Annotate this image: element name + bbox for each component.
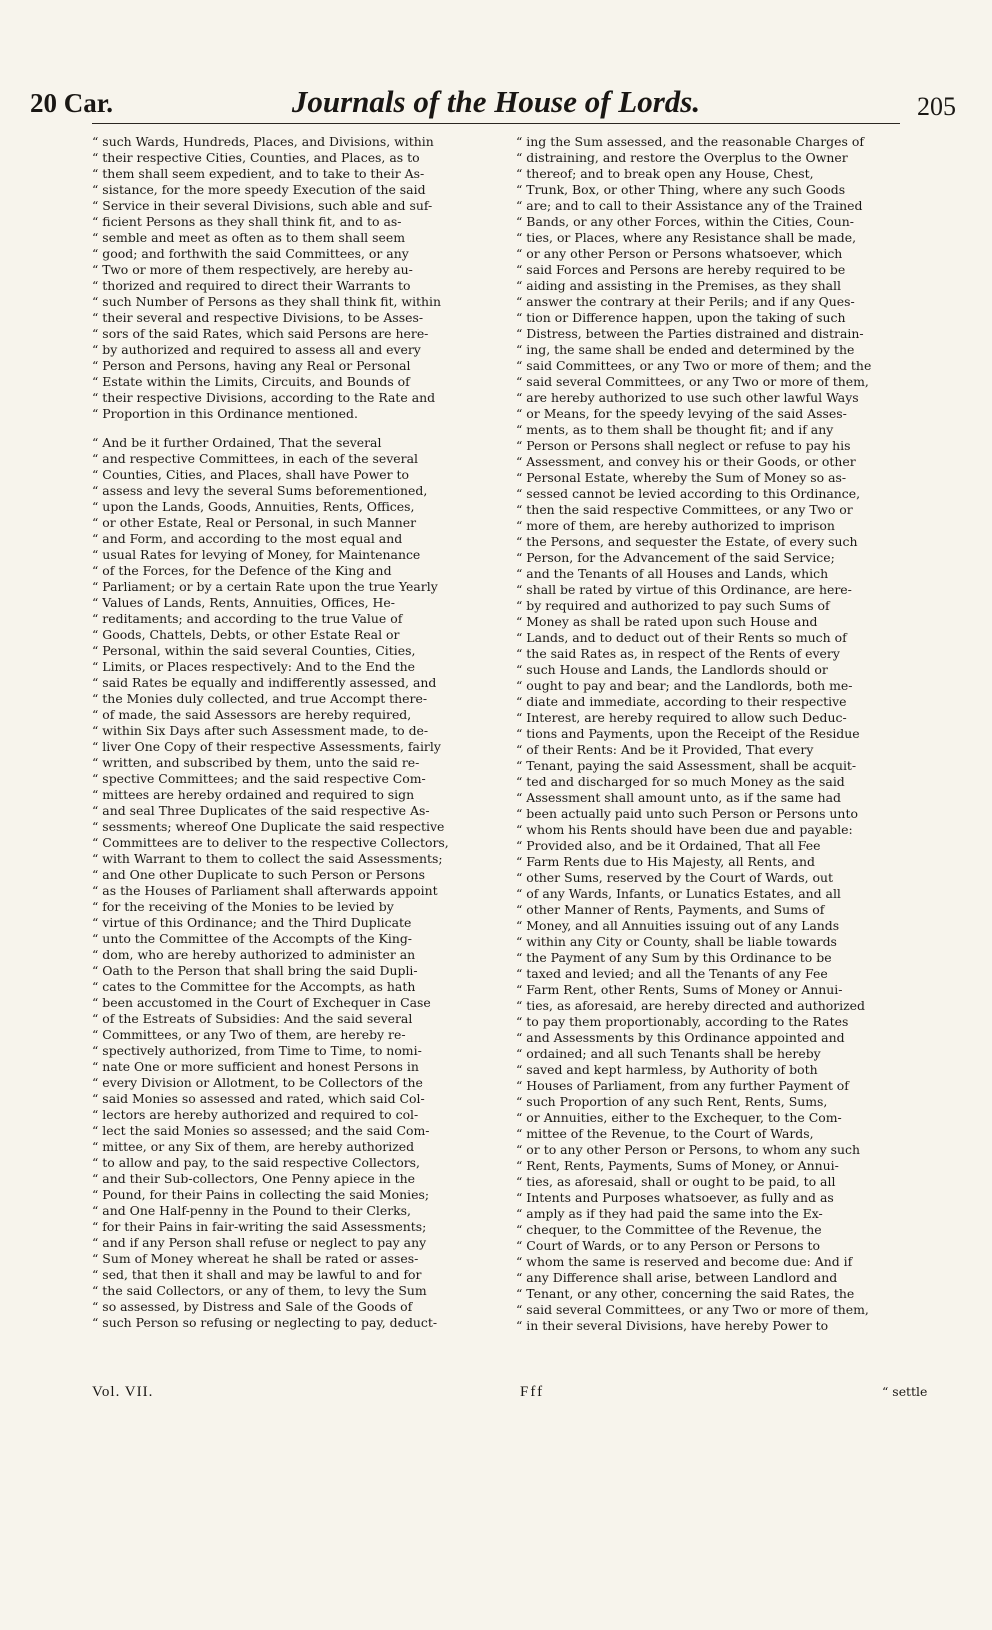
text-line: “ mittee of the Revenue, to the Court of Wards, bbox=[516, 1126, 814, 1141]
text-line: “ chequer, to the Committee of the Revenue, the bbox=[516, 1222, 822, 1237]
text-line: “ Court of Wards, or to any Person or Persons to bbox=[516, 1238, 820, 1253]
text-line: “ Houses of Parliament, from any further Payment of bbox=[516, 1078, 849, 1093]
text-line: “ other Sums, reserved by the Court of Wards, out bbox=[516, 870, 834, 885]
text-line: “ such Proportion of any such Rent, Rents, Sums, bbox=[516, 1094, 828, 1109]
text-line: “ ted and discharged for so much Money as the said bbox=[516, 774, 845, 789]
text-line: “ diate and immediate, according to their respective bbox=[516, 694, 847, 709]
text-line: “ Two or more of them respectively, are hereby au- bbox=[92, 262, 413, 277]
text-line: “ said Committees, or any Two or more of them; and the bbox=[516, 358, 872, 373]
text-line: “ Parliament; or by a certain Rate upon the true Yearly bbox=[92, 579, 438, 594]
text-line: “ Money as shall be rated upon such House and bbox=[516, 614, 818, 629]
text-line: “ and Assessments by this Ordinance appointed and bbox=[516, 1030, 845, 1045]
text-line: “ distraining, and restore the Overplus to the Owner bbox=[516, 150, 848, 165]
text-line: “ the Monies duly collected, and true Accompt there- bbox=[92, 691, 428, 706]
text-line: “ such Person so refusing or neglecting to pay, deduct- bbox=[92, 1315, 438, 1330]
text-line: “ more of them, are hereby authorized to imprison bbox=[516, 518, 835, 533]
text-line: “ for their Pains in fair-writing the said Assessments; bbox=[92, 1219, 427, 1234]
right-text-column bbox=[516, 134, 920, 1334]
text-line: “ sessed cannot be levied according to this Ordinance, bbox=[516, 486, 861, 501]
text-line: “ ought to pay and bear; and the Landlords, both me- bbox=[516, 678, 853, 693]
text-line: “ spectively authorized, from Time to Time, to nomi- bbox=[92, 1043, 422, 1058]
text-line: “ whom the same is reserved and become due: And if bbox=[516, 1254, 853, 1269]
text-line: “ been actually paid unto such Person or Persons unto bbox=[516, 806, 858, 821]
text-line: “ sessments; whereof One Duplicate the said respective bbox=[92, 819, 445, 834]
text-line: “ semble and meet as often as to them shall seem bbox=[92, 230, 405, 245]
text-line: “ or Means, for the speedy levying of the said Asses- bbox=[516, 406, 847, 421]
catchword: “ settle bbox=[882, 1384, 928, 1399]
text-line: “ Goods, Chattels, Debts, or other Estate Real or bbox=[92, 627, 400, 642]
text-line: “ Personal, within the said several Counties, Cities, bbox=[92, 643, 416, 658]
text-line: “ Tenant, or any other, concerning the said Rates, the bbox=[516, 1286, 855, 1301]
text-line: “ reditaments; and according to the true Value of bbox=[92, 611, 403, 626]
signature-mark: Fff bbox=[520, 1384, 545, 1400]
text-line: “ Personal Estate, whereby the Sum of Money so as- bbox=[516, 470, 847, 485]
text-line: “ are; and to call to their Assistance any of the Trained bbox=[516, 198, 863, 213]
text-line: “ by required and authorized to pay such Sums of bbox=[516, 598, 830, 613]
text-line: “ or other Estate, Real or Personal, in such Manner bbox=[92, 515, 417, 530]
text-line: “ Pound, for their Pains in collecting the said Monies; bbox=[92, 1187, 430, 1202]
text-line: “ Person and Persons, having any Real or Personal bbox=[92, 358, 411, 373]
text-line: “ Lands, and to deduct out of their Rents so much of bbox=[516, 630, 847, 645]
text-line: “ ing the Sum assessed, and the reasonable Charges of bbox=[516, 134, 864, 149]
text-line: “ whom his Rents should have been due and payable: bbox=[516, 822, 853, 837]
text-line: “ sed, that then it shall and may be lawful to and for bbox=[92, 1267, 422, 1282]
text-line: “ Distress, between the Parties distrained and distrain- bbox=[516, 326, 864, 341]
text-line: “ thorized and required to direct their Warrants to bbox=[92, 278, 411, 293]
text-line: “ Assessment shall amount unto, as if the same had bbox=[516, 790, 842, 805]
text-line: “ and if any Person shall refuse or neglect to pay any bbox=[92, 1235, 427, 1250]
text-line: “ usual Rates for levying of Money, for Maintenance bbox=[92, 547, 421, 562]
text-line: “ and their Sub-collectors, One Penny apiece in the bbox=[92, 1171, 416, 1186]
text-line: “ upon the Lands, Goods, Annuities, Rents, Offices, bbox=[92, 499, 415, 514]
text-line: “ dom, who are hereby authorized to administer an bbox=[92, 947, 416, 962]
text-line: “ shall be rated by virtue of this Ordinance, are here- bbox=[516, 582, 852, 597]
text-line: “ Committees, or any Two of them, are hereby re- bbox=[92, 1027, 406, 1042]
text-line: “ sors of the said Rates, which said Persons are here- bbox=[92, 326, 429, 341]
text-line: “ Farm Rents due to His Majesty, all Rents, and bbox=[516, 854, 815, 869]
text-line: “ ordained; and all such Tenants shall be hereby bbox=[516, 1046, 821, 1061]
text-line: “ other Manner of Rents, Payments, and Sums of bbox=[516, 902, 825, 917]
text-line: “ thereof; and to break open any House, Chest, bbox=[516, 166, 814, 181]
text-line: “ said Forces and Persons are hereby required to be bbox=[516, 262, 846, 277]
text-line: “ said Rates be equally and indifferently assessed, and bbox=[92, 675, 437, 690]
text-line: “ the said Rates as, in respect of the Rents of every bbox=[516, 646, 840, 661]
text-line: “ Money, and all Annuities issuing out of any Lands bbox=[516, 918, 840, 933]
text-line: “ Person or Persons shall neglect or refuse to pay his bbox=[516, 438, 851, 453]
text-line: “ nate One or more sufficient and honest Persons in bbox=[92, 1059, 419, 1074]
text-line: “ within Six Days after such Assessment made, to de- bbox=[92, 723, 429, 738]
text-line: “ and seal Three Duplicates of the said respective As- bbox=[92, 803, 430, 818]
text-line: “ Limits, or Places respectively: And to the End the bbox=[92, 659, 415, 674]
text-line: “ cates to the Committee for the Accompts, as hath bbox=[92, 979, 416, 994]
text-line: “ Counties, Cities, and Places, shall have Power to bbox=[92, 467, 410, 482]
text-line: “ answer the contrary at their Perils; and if any Ques- bbox=[516, 294, 855, 309]
text-line: “ Sum of Money whereat he shall be rated or asses- bbox=[92, 1251, 419, 1266]
text-line: “ lectors are hereby authorized and required to col- bbox=[92, 1107, 419, 1122]
text-line: “ of the Estreats of Subsidies: And the said several bbox=[92, 1011, 413, 1026]
text-line: “ ties, or Places, where any Resistance shall be made, bbox=[516, 230, 857, 245]
text-line: “ in their several Divisions, have hereby Power to bbox=[516, 1318, 829, 1333]
text-line: “ to allow and pay, to the said respective Collectors, bbox=[92, 1155, 421, 1170]
text-line: “ every Division or Allotment, to be Collectors of the bbox=[92, 1075, 423, 1090]
text-line: “ sistance, for the more speedy Execution of the said bbox=[92, 182, 426, 197]
text-line: “ any Difference shall arise, between Landlord and bbox=[516, 1270, 838, 1285]
text-line: “ And be it further Ordained, That the several bbox=[92, 435, 382, 450]
text-line: “ of their Rents: And be it Provided, That every bbox=[516, 742, 814, 757]
text-line: “ to pay them proportionably, according to the Rates bbox=[516, 1014, 849, 1029]
text-line: “ such House and Lands, the Landlords should or bbox=[516, 662, 828, 677]
text-line: “ assess and levy the several Sums beforementioned, bbox=[92, 483, 428, 498]
text-line: “ of the Forces, for the Defence of the King and bbox=[92, 563, 392, 578]
text-line: “ Assessment, and convey his or their Goods, or other bbox=[516, 454, 856, 469]
left-text-column bbox=[92, 134, 496, 1331]
text-line: “ Tenant, paying the said Assessment, shall be acquit- bbox=[516, 758, 857, 773]
text-line: “ Rent, Rents, Payments, Sums of Money, or Annui- bbox=[516, 1158, 839, 1173]
text-line: “ within any City or County, shall be liable towards bbox=[516, 934, 837, 949]
text-line: “ them shall seem expedient, and to take to their As- bbox=[92, 166, 425, 181]
running-head-regnal-year: 20 Car. bbox=[30, 88, 114, 118]
text-line: “ virtue of this Ordinance; and the Third Duplicate bbox=[92, 915, 412, 930]
text-line: “ ties, as aforesaid, are hereby directed and authorized bbox=[516, 998, 865, 1013]
text-line: “ tion or Difference happen, upon the taking of such bbox=[516, 310, 846, 325]
text-line: “ ficient Persons as they shall think fit, and to as- bbox=[92, 214, 402, 229]
text-line: “ by authorized and required to assess all and every bbox=[92, 342, 421, 357]
paragraph-break bbox=[92, 422, 496, 435]
text-line: “ Values of Lands, Rents, Annuities, Offices, He- bbox=[92, 595, 395, 610]
text-line: “ ties, as aforesaid, shall or ought to be paid, to all bbox=[516, 1174, 836, 1189]
text-line: “ spective Committees; and the said respective Com- bbox=[92, 771, 426, 786]
text-line: “ Estate within the Limits, Circuits, and Bounds of bbox=[92, 374, 410, 389]
text-line: “ good; and forthwith the said Committees, or any bbox=[92, 246, 409, 261]
text-line: “ their respective Divisions, according to the Rate and bbox=[92, 390, 436, 405]
page-number: 205 bbox=[917, 92, 956, 121]
text-line: “ then the said respective Committees, or any Two or bbox=[516, 502, 853, 517]
text-line: “ of any Wards, Infants, or Lunatics Estates, and all bbox=[516, 886, 841, 901]
text-line: “ or any other Person or Persons whatsoever, which bbox=[516, 246, 843, 261]
text-line: “ Committees are to deliver to the respective Collectors, bbox=[92, 835, 449, 850]
text-line: “ taxed and levied; and all the Tenants of any Fee bbox=[516, 966, 828, 981]
text-line: “ saved and kept harmless, by Authority of both bbox=[516, 1062, 818, 1077]
text-line: “ Oath to the Person that shall bring the said Dupli- bbox=[92, 963, 418, 978]
text-line: “ tions and Payments, upon the Receipt of the Residue bbox=[516, 726, 860, 741]
text-line: “ written, and subscribed by them, unto the said re- bbox=[92, 755, 420, 770]
header-rule bbox=[92, 123, 900, 124]
text-line: “ Bands, or any other Forces, within the Cities, Coun- bbox=[516, 214, 854, 229]
text-line: “ and One Half-penny in the Pound to their Clerks, bbox=[92, 1203, 412, 1218]
text-line: “ mittees are hereby ordained and required to sign bbox=[92, 787, 415, 802]
text-line: “ are hereby authorized to use such other lawful Ways bbox=[516, 390, 859, 405]
text-line: “ Proportion in this Ordinance mentioned. bbox=[92, 406, 358, 421]
text-line: “ Service in their several Divisions, such able and suf- bbox=[92, 198, 433, 213]
running-head-title: Journals of the House of Lords. bbox=[291, 84, 701, 119]
text-line: “ and respective Committees, in each of the several bbox=[92, 451, 419, 466]
text-line: “ their respective Cities, Counties, and Places, as to bbox=[92, 150, 420, 165]
text-line: “ mittee, or any Six of them, are hereby authorized bbox=[92, 1139, 415, 1154]
text-line: “ as the Houses of Parliament shall afterwards appoint bbox=[92, 883, 438, 898]
text-line: “ the Payment of any Sum by this Ordinance to be bbox=[516, 950, 832, 965]
text-line: “ and the Tenants of all Houses and Lands, which bbox=[516, 566, 829, 581]
text-line: “ with Warrant to them to collect the said Assessments; bbox=[92, 851, 443, 866]
text-line: “ liver One Copy of their respective Assessments, fairly bbox=[92, 739, 441, 754]
text-line: “ been accustomed in the Court of Exchequer in Case bbox=[92, 995, 431, 1010]
text-line: “ the Persons, and sequester the Estate, of every such bbox=[516, 534, 858, 549]
text-line: “ said several Committees, or any Two or more of them, bbox=[516, 374, 869, 389]
text-line: “ Farm Rent, other Rents, Sums of Money or Annui- bbox=[516, 982, 843, 997]
text-line: “ lect the said Monies so assessed; and the said Com- bbox=[92, 1123, 430, 1138]
text-line: “ and One other Duplicate to such Person or Persons bbox=[92, 867, 425, 882]
text-line: “ said Monies so assessed and rated, which said Col- bbox=[92, 1091, 425, 1106]
text-line: “ for the receiving of the Monies to be levied by bbox=[92, 899, 394, 914]
text-line: “ and Form, and according to the most equal and bbox=[92, 531, 403, 546]
text-line: “ ing, the same shall be ended and determined by the bbox=[516, 342, 855, 357]
text-line: “ such Number of Persons as they shall think fit, within bbox=[92, 294, 442, 309]
text-line: “ so assessed, by Distress and Sale of the Goods of bbox=[92, 1299, 413, 1314]
volume-label: Vol. VII. bbox=[92, 1384, 154, 1400]
text-line: “ Provided also, and be it Ordained, That all Fee bbox=[516, 838, 821, 853]
text-line: “ Person, for the Advancement of the said Service; bbox=[516, 550, 835, 565]
text-line: “ the said Collectors, or any of them, to levy the Sum bbox=[92, 1283, 427, 1298]
text-line: “ Intents and Purposes whatsoever, as fully and as bbox=[516, 1190, 834, 1205]
text-line: “ such Wards, Hundreds, Places, and Divisions, within bbox=[92, 134, 434, 149]
text-line: “ Interest, are hereby required to allow such Deduc- bbox=[516, 710, 847, 725]
text-line: “ aiding and assisting in the Premises, as they shall bbox=[516, 278, 841, 293]
text-line: “ unto the Committee of the Accompts of the King- bbox=[92, 931, 413, 946]
text-line: “ their several and respective Divisions, to be Asses- bbox=[92, 310, 424, 325]
text-line: “ or to any other Person or Persons, to whom any such bbox=[516, 1142, 861, 1157]
text-line: “ Trunk, Box, or other Thing, where any such Goods bbox=[516, 182, 846, 197]
text-line: “ of made, the said Assessors are hereby required, bbox=[92, 707, 412, 722]
text-line: “ or Annuities, either to the Exchequer, to the Com- bbox=[516, 1110, 842, 1125]
text-line: “ said several Committees, or any Two or more of them, bbox=[516, 1302, 869, 1317]
text-line: “ ments, as to them shall be thought fit; and if any bbox=[516, 422, 834, 437]
text-line: “ amply as if they had paid the same into the Ex- bbox=[516, 1206, 823, 1221]
